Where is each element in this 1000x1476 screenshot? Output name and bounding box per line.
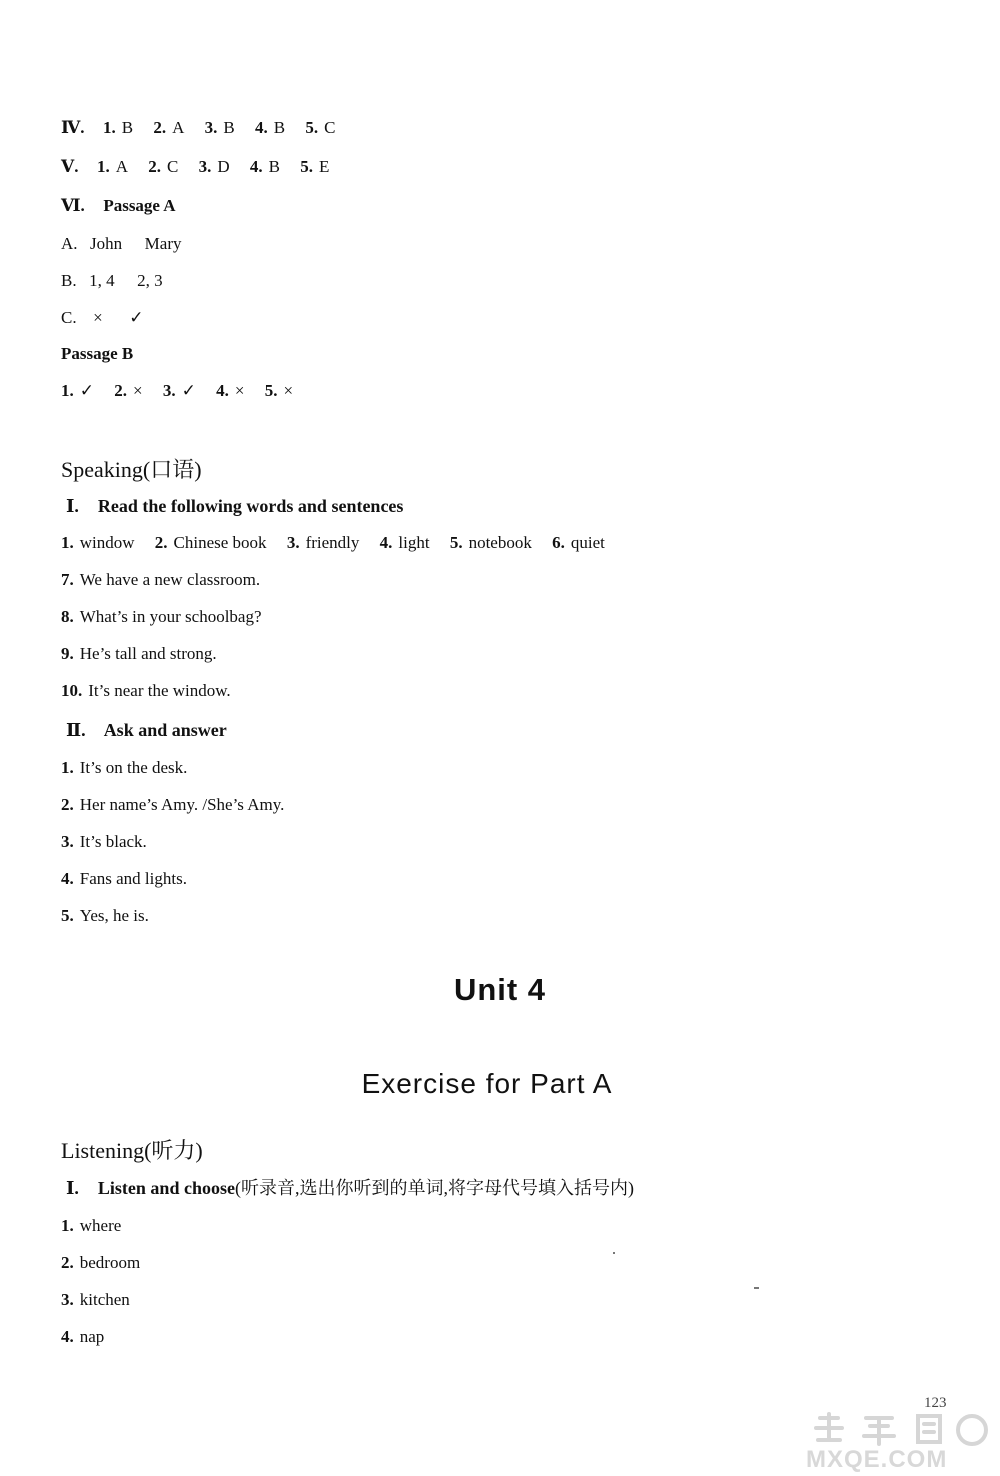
answer-number: 4. [255, 118, 268, 137]
scan-speck [754, 1287, 759, 1289]
word: notebook [468, 533, 532, 552]
answer-mark: × [234, 381, 245, 400]
word: where [79, 1216, 122, 1235]
listening-title: Listening(听力) [61, 1138, 203, 1163]
word: kitchen [79, 1290, 130, 1309]
section-v-label: Ⅴ. [61, 157, 79, 176]
passage-a-row-b [61, 271, 163, 291]
item-number: 5. [61, 906, 74, 925]
speaking-part-ii-heading [66, 720, 227, 740]
passage-b-answers [61, 381, 293, 401]
passage-a-row-c [61, 308, 143, 328]
answer-text: Yes, he is. [79, 906, 149, 925]
listening-part-i-heading [66, 1178, 634, 1198]
passage-b-title: Passage B [61, 344, 134, 363]
item-number: 2. [154, 533, 168, 552]
unit-title: Unit 4 [453, 972, 547, 1007]
listening-answer [61, 1327, 104, 1347]
word: quiet [570, 533, 605, 552]
sentence-text: What’s in your schoolbag? [79, 607, 262, 626]
item-number: 1. [61, 1216, 74, 1235]
word: bedroom [79, 1253, 141, 1272]
item-number: 4. [61, 869, 74, 888]
sentence-text: We have a new classroom. [79, 570, 261, 589]
watermark-text: MXQE.COM [806, 1446, 948, 1473]
answer-value: A [172, 118, 185, 137]
item-number: 3. [286, 533, 300, 552]
answer-text: It’s black. [79, 832, 147, 851]
item-number: 4. [379, 533, 393, 552]
ask-answer-item [61, 795, 284, 815]
answer-mark: × [283, 381, 294, 400]
word: light [398, 533, 430, 552]
item-number: 1. [61, 533, 74, 552]
item-number: 9. [61, 644, 74, 663]
row-value: 2, 3 [137, 271, 163, 290]
ask-answer-item [61, 906, 149, 926]
listening-answer [61, 1290, 130, 1310]
part-i-title: Listen and choose [97, 1178, 235, 1198]
answer-number: 1. [103, 118, 116, 137]
answer-number: 3. [204, 118, 218, 137]
answer-number: 1. [96, 157, 110, 176]
item-number: 2. [61, 1253, 74, 1272]
item-number: 1. [61, 758, 74, 777]
answer-number: 5. [305, 118, 319, 137]
item-number: 3. [61, 832, 74, 851]
cross-mark: × [93, 308, 103, 327]
speaking-part-i-heading [66, 496, 403, 516]
answer-value: C [166, 157, 179, 176]
word: nap [79, 1327, 105, 1346]
row-letter: B. [61, 271, 77, 290]
answer-number: 1. [61, 381, 74, 400]
answer-value: B [223, 118, 235, 137]
answer-number: 2. [153, 118, 167, 137]
answer-number: 3. [198, 157, 212, 176]
word: Chinese book [173, 533, 267, 552]
sentence-text: It’s near the window. [88, 681, 231, 700]
passage-a-title: Passage A [103, 196, 176, 215]
answer-value: B [121, 118, 134, 137]
item-number: 10. [61, 681, 83, 700]
word: window [79, 533, 135, 552]
section-iv-label: Ⅳ. [61, 118, 85, 137]
row-value: 1, 4 [89, 271, 115, 290]
word: friendly [305, 533, 360, 552]
part-i-title: Read the following words and sentences [97, 496, 404, 516]
section-vi-label: Ⅵ. [61, 196, 85, 215]
speaking-sentence [61, 570, 260, 590]
speaking-title: Speaking(口语) [61, 457, 202, 482]
item-number: 3. [61, 1290, 74, 1309]
part-i-label: Ⅰ. [66, 1178, 79, 1198]
answer-number: 5. [300, 157, 313, 176]
row-value: Mary [144, 234, 182, 253]
answer-text: Fans and lights. [79, 869, 187, 888]
answer-number: 3. [162, 381, 176, 400]
row-letter: A. [61, 234, 78, 253]
listening-answer [61, 1216, 121, 1236]
scan-speck [613, 1252, 615, 1254]
part-ii-label: Ⅱ. [66, 720, 86, 740]
part-i-label: Ⅰ. [66, 496, 79, 516]
row-letter: C. [61, 308, 77, 327]
ask-answer-item [61, 832, 147, 852]
answer-value: A [115, 157, 128, 176]
part-i-instruction: (听录音,选出你听到的单词,将字母代号填入括号内) [234, 1178, 634, 1198]
row-value: John [90, 234, 123, 253]
speaking-sentence [61, 607, 262, 627]
section-vi-heading [61, 196, 176, 216]
answer-text: It’s on the desk. [79, 758, 188, 777]
ask-answer-item [61, 758, 187, 778]
item-number: 7. [61, 570, 74, 589]
sentence-text: He’s tall and strong. [79, 644, 217, 663]
item-number: 5. [449, 533, 463, 552]
speaking-words-row [61, 533, 605, 553]
answer-number: 4. [249, 157, 263, 176]
answer-text: Her name’s Amy. /She’s Amy. [79, 795, 285, 814]
item-number: 4. [61, 1327, 74, 1346]
answer-mark: ✓ [181, 381, 196, 400]
answer-value: B [273, 118, 286, 137]
answer-number: 5. [264, 381, 278, 400]
check-mark: ✓ [129, 308, 144, 327]
listening-answer [61, 1253, 140, 1273]
item-number: 6. [552, 533, 565, 552]
answer-value: B [268, 157, 280, 176]
answer-number: 2. [114, 381, 127, 400]
part-ii-title: Ask and answer [103, 720, 227, 740]
passage-a-row-a [61, 234, 181, 254]
answer-value: D [217, 157, 230, 176]
section-iv-answers [61, 118, 335, 138]
section-v-answers [61, 157, 329, 177]
answer-mark: × [133, 381, 143, 400]
answer-mark: ✓ [79, 381, 94, 400]
answer-number: 4. [216, 381, 229, 400]
speaking-sentence [61, 681, 231, 701]
answer-value: C [324, 118, 336, 137]
page-number: 123 [924, 1395, 947, 1411]
item-number: 2. [61, 795, 74, 814]
answer-number: 2. [148, 157, 161, 176]
ask-answer-item [61, 869, 187, 889]
item-number: 8. [61, 607, 74, 626]
answer-value: E [318, 157, 330, 176]
speaking-sentence [61, 644, 217, 664]
part-title: Exercise for Part A [361, 1068, 613, 1099]
